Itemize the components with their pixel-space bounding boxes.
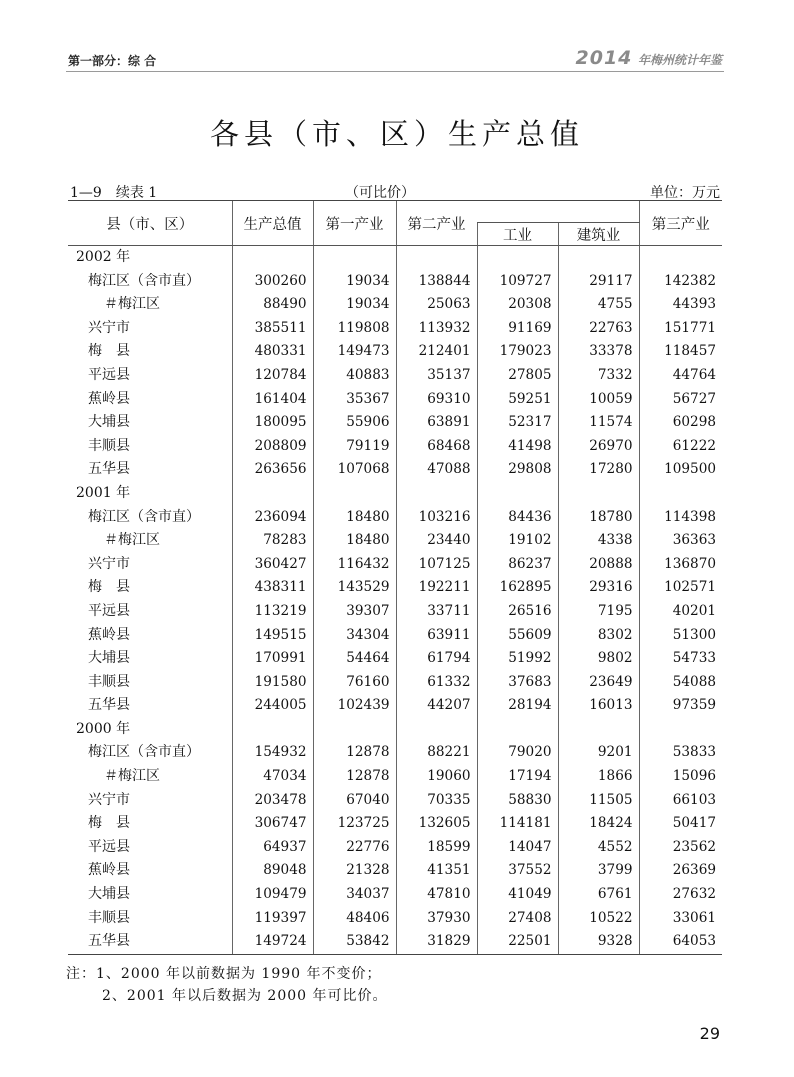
- cell-value: [558, 246, 639, 270]
- cell-value: 86237: [477, 553, 558, 577]
- cell-value: 19034: [313, 270, 396, 294]
- cell-value: [477, 482, 558, 506]
- cell-value: 61222: [639, 435, 722, 459]
- cell-value: 20308: [477, 293, 558, 317]
- header-rule: [66, 71, 724, 72]
- cell-value: 114181: [477, 812, 558, 836]
- region-label: 梅江区（含市直）: [88, 272, 200, 289]
- table-number: 1—9 续表 1: [70, 185, 158, 201]
- cell-value: 58830: [477, 789, 558, 813]
- year-label: 2002 年: [76, 249, 131, 265]
- cell-value: 236094: [232, 506, 313, 530]
- cell-value: [639, 718, 722, 742]
- cell-value: [558, 718, 639, 742]
- cell-value: 107068: [313, 458, 396, 482]
- table-notes: [66, 963, 388, 1007]
- cell-value: [639, 482, 722, 506]
- cell-value: 48406: [313, 907, 396, 931]
- table-row: [68, 293, 722, 317]
- cell-value: 6761: [558, 883, 639, 907]
- cell-value: 17194: [477, 765, 558, 789]
- cell-value: 54733: [639, 647, 722, 671]
- cell-value: 244005: [232, 694, 313, 718]
- cell-value: 11505: [558, 789, 639, 813]
- cell-value: 18480: [313, 506, 396, 530]
- cell-value: 37683: [477, 671, 558, 695]
- cell-value: 35137: [396, 364, 477, 388]
- table-row: [68, 883, 722, 907]
- cell-value: 22763: [558, 317, 639, 341]
- page-number: 29: [699, 1024, 720, 1043]
- region-label: 蕉岭县: [88, 390, 130, 407]
- cell-value: 107125: [396, 553, 477, 577]
- cell-value: 4338: [558, 529, 639, 553]
- table-row: [68, 789, 722, 813]
- cell-value: 192211: [396, 576, 477, 600]
- cell-value: 4552: [558, 836, 639, 860]
- cell-value: 8302: [558, 624, 639, 648]
- cell-value: 40883: [313, 364, 396, 388]
- table-row: [68, 647, 722, 671]
- region-label: 梅 县: [88, 579, 130, 596]
- cell-value: 56727: [639, 388, 722, 412]
- cell-value: 68468: [396, 435, 477, 459]
- cell-value: 27805: [477, 364, 558, 388]
- cell-value: 55906: [313, 411, 396, 435]
- cell-value: 29808: [477, 458, 558, 482]
- page-title: 各县（市、区）生产总值: [209, 117, 584, 151]
- cell-value: 120784: [232, 364, 313, 388]
- cell-value: [313, 246, 396, 270]
- cell-value: 9802: [558, 647, 639, 671]
- cell-value: 149515: [232, 624, 313, 648]
- cell-value: 138844: [396, 270, 477, 294]
- table-row: [68, 340, 722, 364]
- cell-value: 28194: [477, 694, 558, 718]
- cell-value: 12878: [313, 741, 396, 765]
- table-row: [68, 270, 722, 294]
- region-label: 兴宁市: [88, 319, 130, 336]
- table-row: [68, 317, 722, 341]
- cell-value: 22501: [477, 930, 558, 954]
- cell-value: 7195: [558, 600, 639, 624]
- cell-value: [396, 718, 477, 742]
- cell-value: 61794: [396, 647, 477, 671]
- unit-label: 单位：万元: [650, 185, 720, 201]
- region-label: ＃梅江区: [104, 532, 160, 549]
- cell-value: 154932: [232, 741, 313, 765]
- cell-value: 119397: [232, 907, 313, 931]
- cell-value: [232, 718, 313, 742]
- cell-value: 18424: [558, 812, 639, 836]
- table-row: [68, 529, 722, 553]
- cell-value: [232, 482, 313, 506]
- table-row: [68, 364, 722, 388]
- cell-value: 33061: [639, 907, 722, 931]
- cell-value: 39307: [313, 600, 396, 624]
- cell-value: 26970: [558, 435, 639, 459]
- table-row: [68, 506, 722, 530]
- cell-value: 14047: [477, 836, 558, 860]
- cell-value: 113932: [396, 317, 477, 341]
- year-group-row: [68, 482, 722, 506]
- cell-value: 10059: [558, 388, 639, 412]
- cell-value: [396, 246, 477, 270]
- region-label: 梅江区（含市直）: [88, 508, 200, 525]
- cell-value: 97359: [639, 694, 722, 718]
- region-label: 大埔县: [88, 650, 130, 667]
- cell-value: 7332: [558, 364, 639, 388]
- col-header-secondary: 第二产业: [396, 201, 477, 246]
- cell-value: 89048: [232, 859, 313, 883]
- col-header-industry: 工业: [477, 223, 558, 246]
- cell-value: 53833: [639, 741, 722, 765]
- cell-value: 44393: [639, 293, 722, 317]
- cell-value: 47088: [396, 458, 477, 482]
- cell-value: 180095: [232, 411, 313, 435]
- cell-value: 161404: [232, 388, 313, 412]
- region-label: 五华县: [88, 697, 130, 714]
- cell-value: 143529: [313, 576, 396, 600]
- cell-value: 114398: [639, 506, 722, 530]
- table-row: [68, 694, 722, 718]
- cell-value: 179023: [477, 340, 558, 364]
- cell-value: 123725: [313, 812, 396, 836]
- cell-value: 40201: [639, 600, 722, 624]
- note-line-1: 注：1、2000 年以前数据为 1990 年不变价；: [66, 966, 382, 982]
- cell-value: 208809: [232, 435, 313, 459]
- region-label: 丰顺县: [88, 437, 130, 454]
- cell-value: 109479: [232, 883, 313, 907]
- cell-value: 119808: [313, 317, 396, 341]
- cell-value: 151771: [639, 317, 722, 341]
- region-label: 大埔县: [88, 414, 130, 431]
- cell-value: 69310: [396, 388, 477, 412]
- cell-value: 149724: [232, 930, 313, 954]
- cell-value: 34037: [313, 883, 396, 907]
- cell-value: 35367: [313, 388, 396, 412]
- cell-value: 109500: [639, 458, 722, 482]
- col-header-primary: 第一产业: [313, 201, 396, 246]
- cell-value: 438311: [232, 576, 313, 600]
- cell-value: [639, 246, 722, 270]
- logo-year: 2014: [575, 47, 633, 69]
- yearbook-logo: [576, 47, 722, 69]
- cell-value: 60298: [639, 411, 722, 435]
- region-label: 五华县: [68, 930, 232, 954]
- cell-value: 50417: [639, 812, 722, 836]
- table-row: [68, 411, 722, 435]
- cell-value: [396, 482, 477, 506]
- logo-name: 年梅州统计年鉴: [637, 53, 722, 67]
- cell-value: 36363: [639, 529, 722, 553]
- cell-value: 41049: [477, 883, 558, 907]
- cell-value: 118457: [639, 340, 722, 364]
- cell-value: 47034: [232, 765, 313, 789]
- cell-value: 11574: [558, 411, 639, 435]
- region-label: 平远县: [88, 602, 130, 619]
- cell-value: 102439: [313, 694, 396, 718]
- cell-value: 26516: [477, 600, 558, 624]
- cell-value: 88221: [396, 741, 477, 765]
- cell-value: 27408: [477, 907, 558, 931]
- region-label: 丰顺县: [88, 673, 130, 690]
- cell-value: 63891: [396, 411, 477, 435]
- cell-value: 79020: [477, 741, 558, 765]
- table-row: [68, 553, 722, 577]
- table-row: [68, 624, 722, 648]
- cell-value: 52317: [477, 411, 558, 435]
- cell-value: 20888: [558, 553, 639, 577]
- cell-value: [477, 718, 558, 742]
- cell-value: 191580: [232, 671, 313, 695]
- cell-value: 170991: [232, 647, 313, 671]
- cell-value: 16013: [558, 694, 639, 718]
- cell-value: 9328: [558, 930, 639, 954]
- col-header-gdp: 生产总值: [232, 201, 313, 246]
- cell-value: 10522: [558, 907, 639, 931]
- cell-value: [232, 246, 313, 270]
- cell-value: 78283: [232, 529, 313, 553]
- cell-value: [313, 718, 396, 742]
- cell-value: 109727: [477, 270, 558, 294]
- region-label: 蕉岭县: [88, 626, 130, 643]
- cell-value: 18480: [313, 529, 396, 553]
- region-label: 兴宁市: [88, 555, 130, 572]
- cell-value: 33711: [396, 600, 477, 624]
- cell-value: 136870: [639, 553, 722, 577]
- cell-value: 29117: [558, 270, 639, 294]
- table-row: [68, 765, 722, 789]
- cell-value: 385511: [232, 317, 313, 341]
- cell-value: 41498: [477, 435, 558, 459]
- cell-value: 3799: [558, 859, 639, 883]
- cell-value: 116432: [313, 553, 396, 577]
- year-group-row: [68, 246, 722, 270]
- cell-value: 64937: [232, 836, 313, 860]
- region-label: 丰顺县: [88, 909, 130, 926]
- cell-value: 53842: [313, 930, 396, 954]
- cell-value: 23562: [639, 836, 722, 860]
- table-row: [68, 458, 722, 482]
- region-label: 梅 县: [88, 343, 130, 360]
- cell-value: 70335: [396, 789, 477, 813]
- cell-value: 12878: [313, 765, 396, 789]
- gdp-table: [68, 200, 722, 955]
- cell-value: 37552: [477, 859, 558, 883]
- table-row: [68, 907, 722, 931]
- cell-value: 37930: [396, 907, 477, 931]
- table-row: [68, 812, 722, 836]
- cell-value: 59251: [477, 388, 558, 412]
- cell-value: 29316: [558, 576, 639, 600]
- cell-value: 306747: [232, 812, 313, 836]
- cell-value: 19060: [396, 765, 477, 789]
- cell-value: 18780: [558, 506, 639, 530]
- note-line-2: 2、2001 年以后数据为 2000 年可比价。: [102, 988, 388, 1004]
- region-label: 大埔县: [88, 886, 130, 903]
- cell-value: 66103: [639, 789, 722, 813]
- region-label: 梅 县: [88, 815, 130, 832]
- cell-value: 149473: [313, 340, 396, 364]
- cell-value: 44207: [396, 694, 477, 718]
- cell-value: 34304: [313, 624, 396, 648]
- col-header-tertiary: 第三产业: [639, 201, 722, 246]
- col-header-secondary-spacer: [477, 201, 639, 223]
- cell-value: 21328: [313, 859, 396, 883]
- region-label: 平远县: [88, 366, 130, 383]
- table-row: [68, 388, 722, 412]
- year-label: 2001 年: [76, 484, 131, 501]
- year-label: 2000 年: [76, 720, 131, 737]
- region-label: 五华县: [88, 461, 130, 478]
- cell-value: 132605: [396, 812, 477, 836]
- region-label: 蕉岭县: [88, 862, 130, 879]
- price-basis: （可比价）: [345, 185, 415, 201]
- cell-value: 67040: [313, 789, 396, 813]
- col-header-construction: 建筑业: [558, 223, 639, 246]
- cell-value: 15096: [639, 765, 722, 789]
- cell-value: 113219: [232, 600, 313, 624]
- table-row: [68, 576, 722, 600]
- cell-value: 54088: [639, 671, 722, 695]
- col-header-region: 县（市、区）: [68, 201, 232, 246]
- cell-value: 61332: [396, 671, 477, 695]
- cell-value: 212401: [396, 340, 477, 364]
- cell-value: 19102: [477, 529, 558, 553]
- cell-value: 47810: [396, 883, 477, 907]
- region-label: 平远县: [88, 838, 130, 855]
- cell-value: 51300: [639, 624, 722, 648]
- table-row: [68, 435, 722, 459]
- table-row: [68, 671, 722, 695]
- cell-value: 23649: [558, 671, 639, 695]
- cell-value: 26369: [639, 859, 722, 883]
- cell-value: 9201: [558, 741, 639, 765]
- cell-value: 54464: [313, 647, 396, 671]
- cell-value: 51992: [477, 647, 558, 671]
- table-row: [68, 930, 722, 954]
- cell-value: 1866: [558, 765, 639, 789]
- cell-value: [477, 246, 558, 270]
- cell-value: 263656: [232, 458, 313, 482]
- cell-value: 480331: [232, 340, 313, 364]
- cell-value: 84436: [477, 506, 558, 530]
- cell-value: 23440: [396, 529, 477, 553]
- cell-value: 103216: [396, 506, 477, 530]
- cell-value: 31829: [396, 930, 477, 954]
- region-label: ＃梅江区: [104, 296, 160, 313]
- cell-value: 22776: [313, 836, 396, 860]
- cell-value: 33378: [558, 340, 639, 364]
- table-row: [68, 600, 722, 624]
- cell-value: 102571: [639, 576, 722, 600]
- table-row: [68, 741, 722, 765]
- cell-value: 142382: [639, 270, 722, 294]
- cell-value: 27632: [639, 883, 722, 907]
- cell-value: 63911: [396, 624, 477, 648]
- table-row: [68, 859, 722, 883]
- cell-value: 55609: [477, 624, 558, 648]
- region-label: 梅江区（含市直）: [88, 744, 200, 761]
- cell-value: 25063: [396, 293, 477, 317]
- cell-value: [313, 482, 396, 506]
- cell-value: 4755: [558, 293, 639, 317]
- region-label: ＃梅江区: [104, 768, 160, 785]
- cell-value: [558, 482, 639, 506]
- cell-value: 162895: [477, 576, 558, 600]
- cell-value: 88490: [232, 293, 313, 317]
- cell-value: 41351: [396, 859, 477, 883]
- cell-value: 64053: [639, 930, 722, 954]
- cell-value: 79119: [313, 435, 396, 459]
- table-row: [68, 836, 722, 860]
- cell-value: 300260: [232, 270, 313, 294]
- cell-value: 18599: [396, 836, 477, 860]
- year-group-row: [68, 718, 722, 742]
- region-label: 兴宁市: [88, 791, 130, 808]
- cell-value: 91169: [477, 317, 558, 341]
- cell-value: 360427: [232, 553, 313, 577]
- cell-value: 44764: [639, 364, 722, 388]
- cell-value: 203478: [232, 789, 313, 813]
- cell-value: 17280: [558, 458, 639, 482]
- cell-value: 19034: [313, 293, 396, 317]
- running-head-section: 第一部分：综 合: [68, 54, 157, 68]
- table-body: [68, 246, 722, 955]
- cell-value: 76160: [313, 671, 396, 695]
